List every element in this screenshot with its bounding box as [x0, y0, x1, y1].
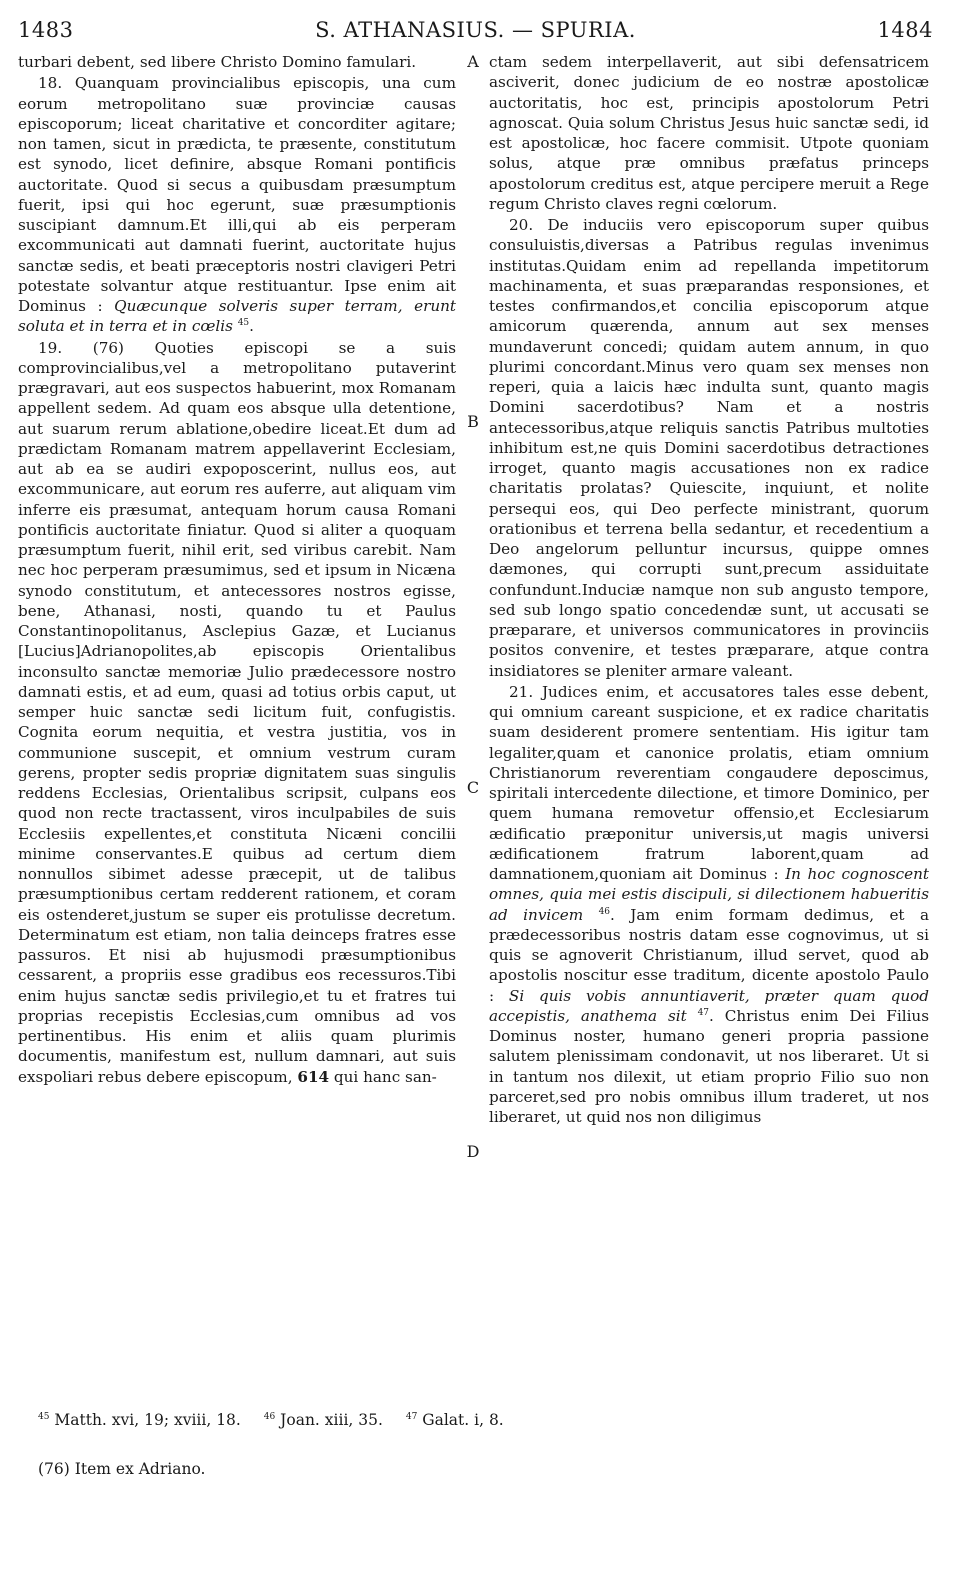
- paragraph-20: 20. De induciis vero episcoporum super quibus consuluistis,diversas a Patribus regulas invenimus institutas.Quidam enim ad repellanda impetitorum machinamenta, et suas præparandas responsiones, et testes confirmandos,et concilia episcoporum atque amicorum quærenda, annum aut sex menses mundaverunt concedi; quidam autem annum, in quo plurimi concordant.Minus vero quam sex menses non reperi, quia a laicis hæc indulta sunt, quanto magis Domini sacerdotibus? Nam et a nostris antecessoribus,atque reliquis sanctis Patribus multoties inhibitum est,ne quis Domini sacerdotibus detractiones irroget, quanto magis accusationes non ex radice charitatis prolatas? Quiescite, inquiunt, et nolite persequi eos, qui Deo perfecte ministrant, quorum orationibus et terrena bella sedantur, et recedentium a Deo angelorum pelluntur incursus, quippe omnes dæmones, qui corrupti sunt,precum assiduitate confundunt.Induciæ namque non sub angusto tempore, sed sub longo spatio concedendæ sunt, ut accusati se præparare, et universos communicatores in provinciis positos convenire, et testes præparare, atque contra insidiatores se pleniter armare valeant.: [489, 216, 929, 680]
- margin-marker-d: D: [466, 1142, 480, 1161]
- footnote-item: [406, 1411, 504, 1429]
- right-column: [489, 52, 929, 1127]
- footnote-number: 45: [38, 1411, 50, 1422]
- footnote-number: 47: [405, 1411, 418, 1422]
- source-note: (76) Item ex Adriano.: [38, 1460, 206, 1478]
- paragraph-18: 18. Quanquam provincialibus episcopis, una cum eorum metropolitano suæ provinciæ causas episcoporum; liceat charitative et concorditer agitare; non tamen, sicut in prædicta, te præsente, constitutum est synodo, licet definire, absque Romani pontificis auctoritate. Quod si secus a quibusdam præsumptum fuerit, ipsi qui hoc egerunt, suæ præsumptionis suscipiant damnum.Et illi,qui ab eis perperam excommunicati aut damnati fuerint, auctoritate hujus sanctæ sedis, et beati præceptoris nostri clavigeri Petri potestate solvantur atque restituantur. Ipse enim ait Dominus : Quæcunque solveris super terram, erunt soluta et in terra et in cœlis $^{45}$.: [18, 74, 456, 336]
- paragraph-continuation: ctam sedem interpellaverit, aut sibi defensatricem asciverit, donec judicium de eo nostræ apostolicæ auctoritatis, hoc est, principis apostolorum Petri agnoscat. Quia solum Christus Jesus huic sanctæ sedi, id est apostolicæ, hoc facere commisit. Utpote quoniam solus, atque præ omnibus præfatus princeps apostolorum creditus est, atque percipere meruit a Rege regum Christo claves regni cœlorum.: [489, 53, 929, 213]
- left-page-number: 1483: [18, 18, 74, 42]
- margin-marker-a: A: [467, 52, 479, 71]
- running-title: S. ATHANASIUS. — SPURIA.: [315, 18, 636, 42]
- footnote-ref: 46: [598, 906, 611, 917]
- footnote-item: [38, 1411, 241, 1429]
- footnote-item: [264, 1411, 383, 1429]
- margin-marker-b: B: [467, 412, 479, 431]
- footnote-text: Matth. xvi, 19; xviii, 18.: [49, 1411, 241, 1429]
- paragraph-19: [18, 338, 456, 1087]
- column-number: 614: [297, 1067, 330, 1086]
- page-header: [18, 18, 933, 46]
- paragraph-text: qui hanc san-: [329, 1067, 437, 1086]
- footnote-text: Joan. xiii, 35.: [275, 1411, 383, 1429]
- scripture-quote: In hoc cognoscent omnes, quia mei estis discipuli, si dilectionem habueritis ad invicem: [489, 865, 929, 924]
- scripture-quote: Si quis vobis annuntiaverit, præter quam quod accepistis, anathema sit: [489, 986, 929, 1025]
- paragraph-text: . Jam enim formam dedimus, et a prædecessoribus nostris datam esse cognovimus, ut si quis se agnoverit Christianum, illud servet, quod ab apostolis noscitur esse traditum, dicente apostolo Paulo :: [489, 905, 929, 1005]
- footnote-text: Galat. i, 8.: [417, 1411, 504, 1429]
- footnote-ref: 45: [237, 318, 250, 329]
- paragraph-continuation: turbari debent, sed libere Christo Domino famulari.: [18, 53, 417, 71]
- footnote-ref: 47: [697, 1007, 710, 1018]
- left-column: [18, 52, 456, 1087]
- paragraph-text: . Christus enim Dei Filius Dominus noster, humano generi propria passione salutem plenissimam condonavit, ut nos liberaret. Ut si in tantum nos dilexit, ut etiam proprio Filio suo non parceret,sed pro nobis omnibus illum traderet, ut nos liberaret, ut quid nos non diligimus: [489, 1006, 929, 1126]
- footnote-number: 46: [263, 1411, 276, 1422]
- footnotes: [38, 1410, 918, 1430]
- paragraph-text: 19. (76) Quoties episcopi se a suis comprovincialibus,vel a metropolitano putaverint prægravari, aut eos suspectos habuerint, mox Romanam appellent sedem. Ad quam eos absque ulla detentione, aut suarum rerum ablatione,obedire liceat.Et dum ad prædictam Romanam matrem appellaverint Ecclesiam, aut ab ea se audiri expoposcerint, nullus eos, aut excommunicare, aut eorum res auferre, aut aliquam vim inferre eis præsumat, antequam horum causa Romani pontificis auctoritate finiatur. Quod si aliter a quoquam præsumptum fuerit, nihil erit, sed viribus carebit. Nam nec hoc perperam præsumimus, sed et ipsum in Nicæna synodo constitutum, et antecessores nostros egisse, bene, Athanasi, nosti, quando tu et Paulus Constantinopolitanus, Asclepius Gazæ, et Lucianus [Lucius]Adrianopolites,ab episcopis Orientalibus inconsulto sanctæ memoriæ Julio prædecessore nostro damnati estis, et ad eum, quasi ad totius orbis caput, ut semper huic sanctæ sedi licitum fuit, confugistis. Cognita eorum nequitia, et vestra justitia, vos in communione suscepit, et omnium vestrum curam gerens, propter sedis propriæ dignitatem suas singulis reddens Ecclesias, Orientalibus scripsit, culpans eos quod non recte tractassent, viros inculpabiles de suis Ecclesiis expellentes,et constituta Nicæni concilii minime conservantes.E quibus ad certum diem nonnullos sibimet adesse præcepit, ut de talibus præsumptionibus certam redderent rationem, et coram eis ostenderet,justum se super eis protulisse decretum. Determinatum est etiam, non talia deinceps fratres esse passuros. Et nisi ab hujusmodi præsumptionibus cessarent, a propriis esse gradibus eos recessuros.Tibi enim hujus sanctæ sedis privilegio,et tu et fratres tui proprias recepistis Ecclesias,cum omnibus ad vos pertinentibus. His enim et aliis quam plurimis documentis, manifestum est, nullum damnari, aut suis exspoliari rebus debere episcopum,: [18, 338, 456, 1086]
- paragraph-text: 18. Quanquam provincialibus episcopis, una cum eorum metropolitano suæ provinciæ causas episcoporum; liceat charitative et concorditer agitare; non tamen, sicut in prædicta, te præsente, constitutum est synodo, licet definire, absque Romani pontificis auctoritate. Quod si secus a quibusdam præsumptum fuerit, ipsi qui hoc egerunt, suæ præsumptionis suscipiant damnum.Et illi,qui ab eis perperam excommunicati aut damnati fuerint, auctoritate hujus sanctæ sedis, et beati præceptoris nostri clavigeri Petri potestate solvantur atque restituantur. Ipse enim ait Dominus :: [18, 74, 456, 315]
- margin-marker-c: C: [466, 778, 480, 797]
- paragraph-21: [489, 682, 929, 1128]
- right-page-number: 1484: [877, 18, 933, 42]
- paragraph-text: 21. Judices enim, et accusatores tales esse debent, qui omnium careant suspicione, et ex radice charitatis suam desiderent promere sententiam. His igitur tam legaliter,quam et canonice prolatis, etiam omnium Christianorum reverentiam congaudere deposcimus, spiritali intercedente dilectione, et timore Dominico, per quem humana removetur offensio,et Ecclesiarum ædificatio præponitur universis,ut magis universi ædificationem fratrum laborent,quam ad damnationem,quoniam ait Dominus :: [489, 682, 929, 883]
- scripture-quote: Quæcunque solveris super terram, erunt soluta et in terra et in cœlis: [18, 297, 456, 336]
